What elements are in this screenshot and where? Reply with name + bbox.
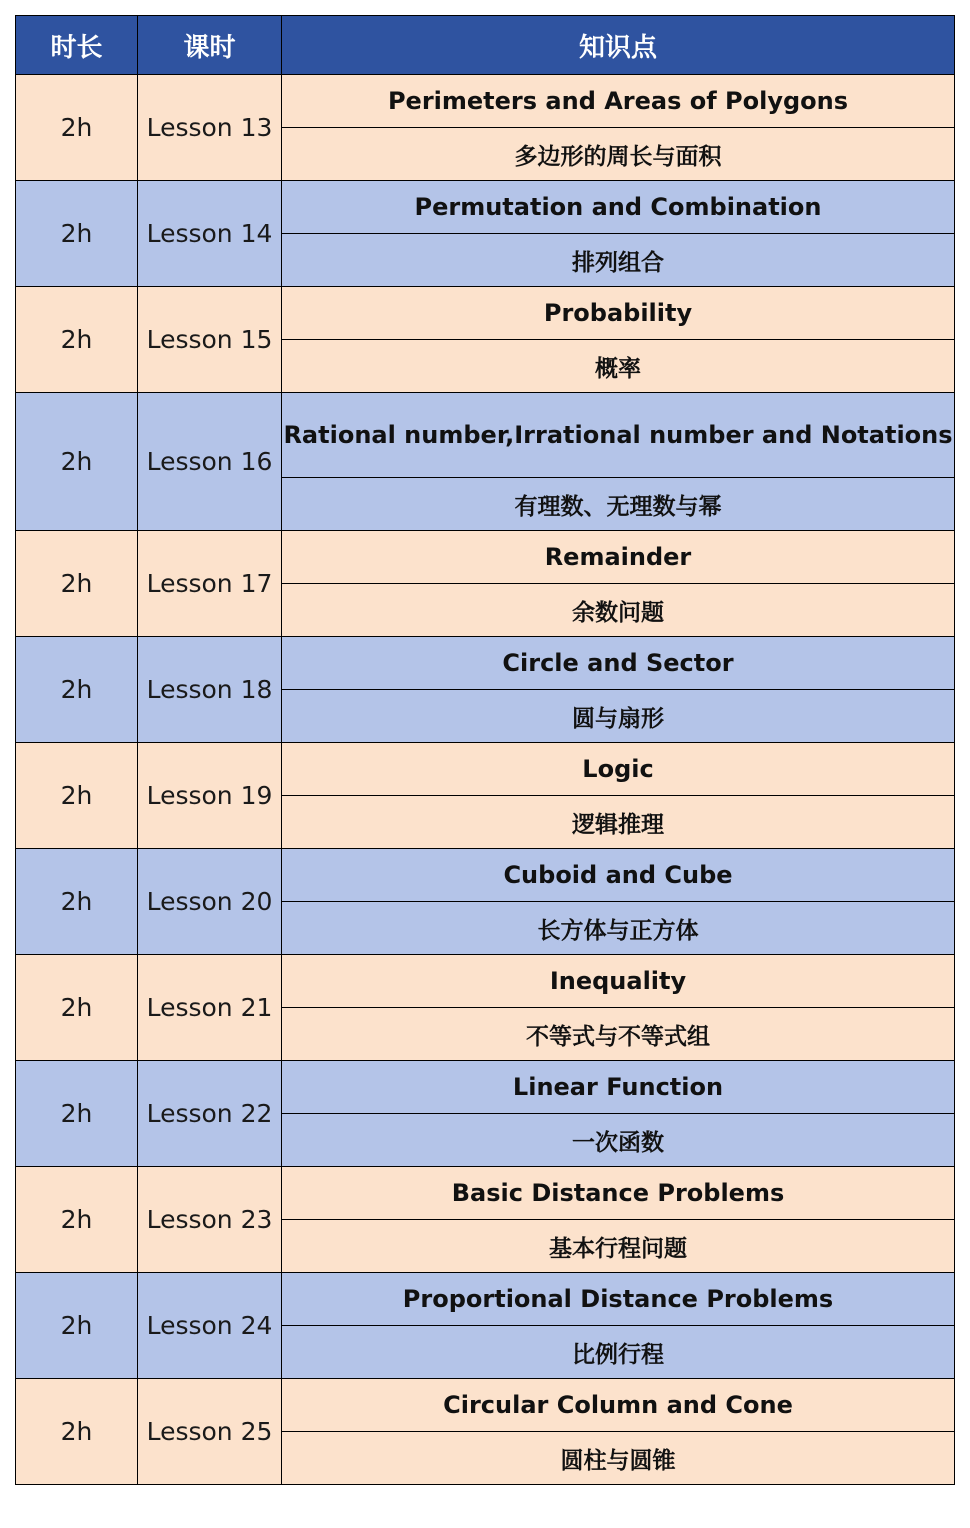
- duration-cell: 2h: [16, 1273, 138, 1379]
- lesson-row-16: [16, 393, 955, 478]
- topic-en-cell: Circular Column and Cone: [282, 1379, 955, 1432]
- topic-zh-cell: 概率: [282, 340, 955, 393]
- topic-zh-cell: 有理数、无理数与幂: [282, 478, 955, 531]
- header-lesson: 课时: [138, 16, 282, 75]
- lesson-cell: Lesson 16: [138, 393, 282, 531]
- topic-en-cell: Proportional Distance Problems: [282, 1273, 955, 1326]
- topic-zh-cell: 一次函数: [282, 1114, 955, 1167]
- duration-cell: 2h: [16, 955, 138, 1061]
- lesson-row-13: [16, 75, 955, 128]
- topic-zh-cell: 排列组合: [282, 234, 955, 287]
- topic-zh-cell: 多边形的周长与面积: [282, 128, 955, 181]
- topic-zh-cell: 比例行程: [282, 1326, 955, 1379]
- lesson-cell: Lesson 21: [138, 955, 282, 1061]
- header-row: [16, 16, 955, 75]
- lesson-row-19: [16, 743, 955, 796]
- lesson-row-23: [16, 1167, 955, 1220]
- lesson-row-14: [16, 181, 955, 234]
- topic-en-cell: Circle and Sector: [282, 637, 955, 690]
- topic-en-cell: Inequality: [282, 955, 955, 1008]
- lesson-row-20: [16, 849, 955, 902]
- topic-en-cell: Rational number,Irrational number and Notations: [282, 393, 955, 478]
- topic-zh-cell: 圆与扇形: [282, 690, 955, 743]
- lesson-cell: Lesson 24: [138, 1273, 282, 1379]
- topic-zh-cell: 基本行程问题: [282, 1220, 955, 1273]
- duration-cell: 2h: [16, 637, 138, 743]
- topic-zh-cell: 余数问题: [282, 584, 955, 637]
- course-schedule-table: [15, 15, 955, 1485]
- topic-zh-cell: 不等式与不等式组: [282, 1008, 955, 1061]
- topic-zh-cell: 长方体与正方体: [282, 902, 955, 955]
- topic-en-cell: Perimeters and Areas of Polygons: [282, 75, 955, 128]
- duration-cell: 2h: [16, 531, 138, 637]
- lesson-row-25: [16, 1379, 955, 1432]
- topic-en-cell: Cuboid and Cube: [282, 849, 955, 902]
- header-duration: 时长: [16, 16, 138, 75]
- lesson-row-18: [16, 637, 955, 690]
- lesson-cell: Lesson 22: [138, 1061, 282, 1167]
- topic-en-cell: Remainder: [282, 531, 955, 584]
- lesson-row-24: [16, 1273, 955, 1326]
- topic-zh-cell: 圆柱与圆锥: [282, 1432, 955, 1485]
- lesson-cell: Lesson 15: [138, 287, 282, 393]
- lesson-cell: Lesson 17: [138, 531, 282, 637]
- topic-en-cell: Permutation and Combination: [282, 181, 955, 234]
- topic-en-cell: Probability: [282, 287, 955, 340]
- topic-en-cell: Linear Function: [282, 1061, 955, 1114]
- lesson-cell: Lesson 18: [138, 637, 282, 743]
- lesson-cell: Lesson 20: [138, 849, 282, 955]
- topic-zh-cell: 逻辑推理: [282, 796, 955, 849]
- duration-cell: 2h: [16, 181, 138, 287]
- lesson-cell: Lesson 19: [138, 743, 282, 849]
- duration-cell: 2h: [16, 75, 138, 181]
- header-topic: 知识点: [282, 16, 955, 75]
- lesson-row-17: [16, 531, 955, 584]
- duration-cell: 2h: [16, 287, 138, 393]
- duration-cell: 2h: [16, 1167, 138, 1273]
- lesson-row-21: [16, 955, 955, 1008]
- topic-en-cell: Logic: [282, 743, 955, 796]
- lesson-cell: Lesson 14: [138, 181, 282, 287]
- lesson-cell: Lesson 13: [138, 75, 282, 181]
- duration-cell: 2h: [16, 1379, 138, 1485]
- lesson-row-15: [16, 287, 955, 340]
- duration-cell: 2h: [16, 1061, 138, 1167]
- duration-cell: 2h: [16, 393, 138, 531]
- lesson-cell: Lesson 23: [138, 1167, 282, 1273]
- duration-cell: 2h: [16, 743, 138, 849]
- duration-cell: 2h: [16, 849, 138, 955]
- lesson-row-22: [16, 1061, 955, 1114]
- topic-en-cell: Basic Distance Problems: [282, 1167, 955, 1220]
- lesson-cell: Lesson 25: [138, 1379, 282, 1485]
